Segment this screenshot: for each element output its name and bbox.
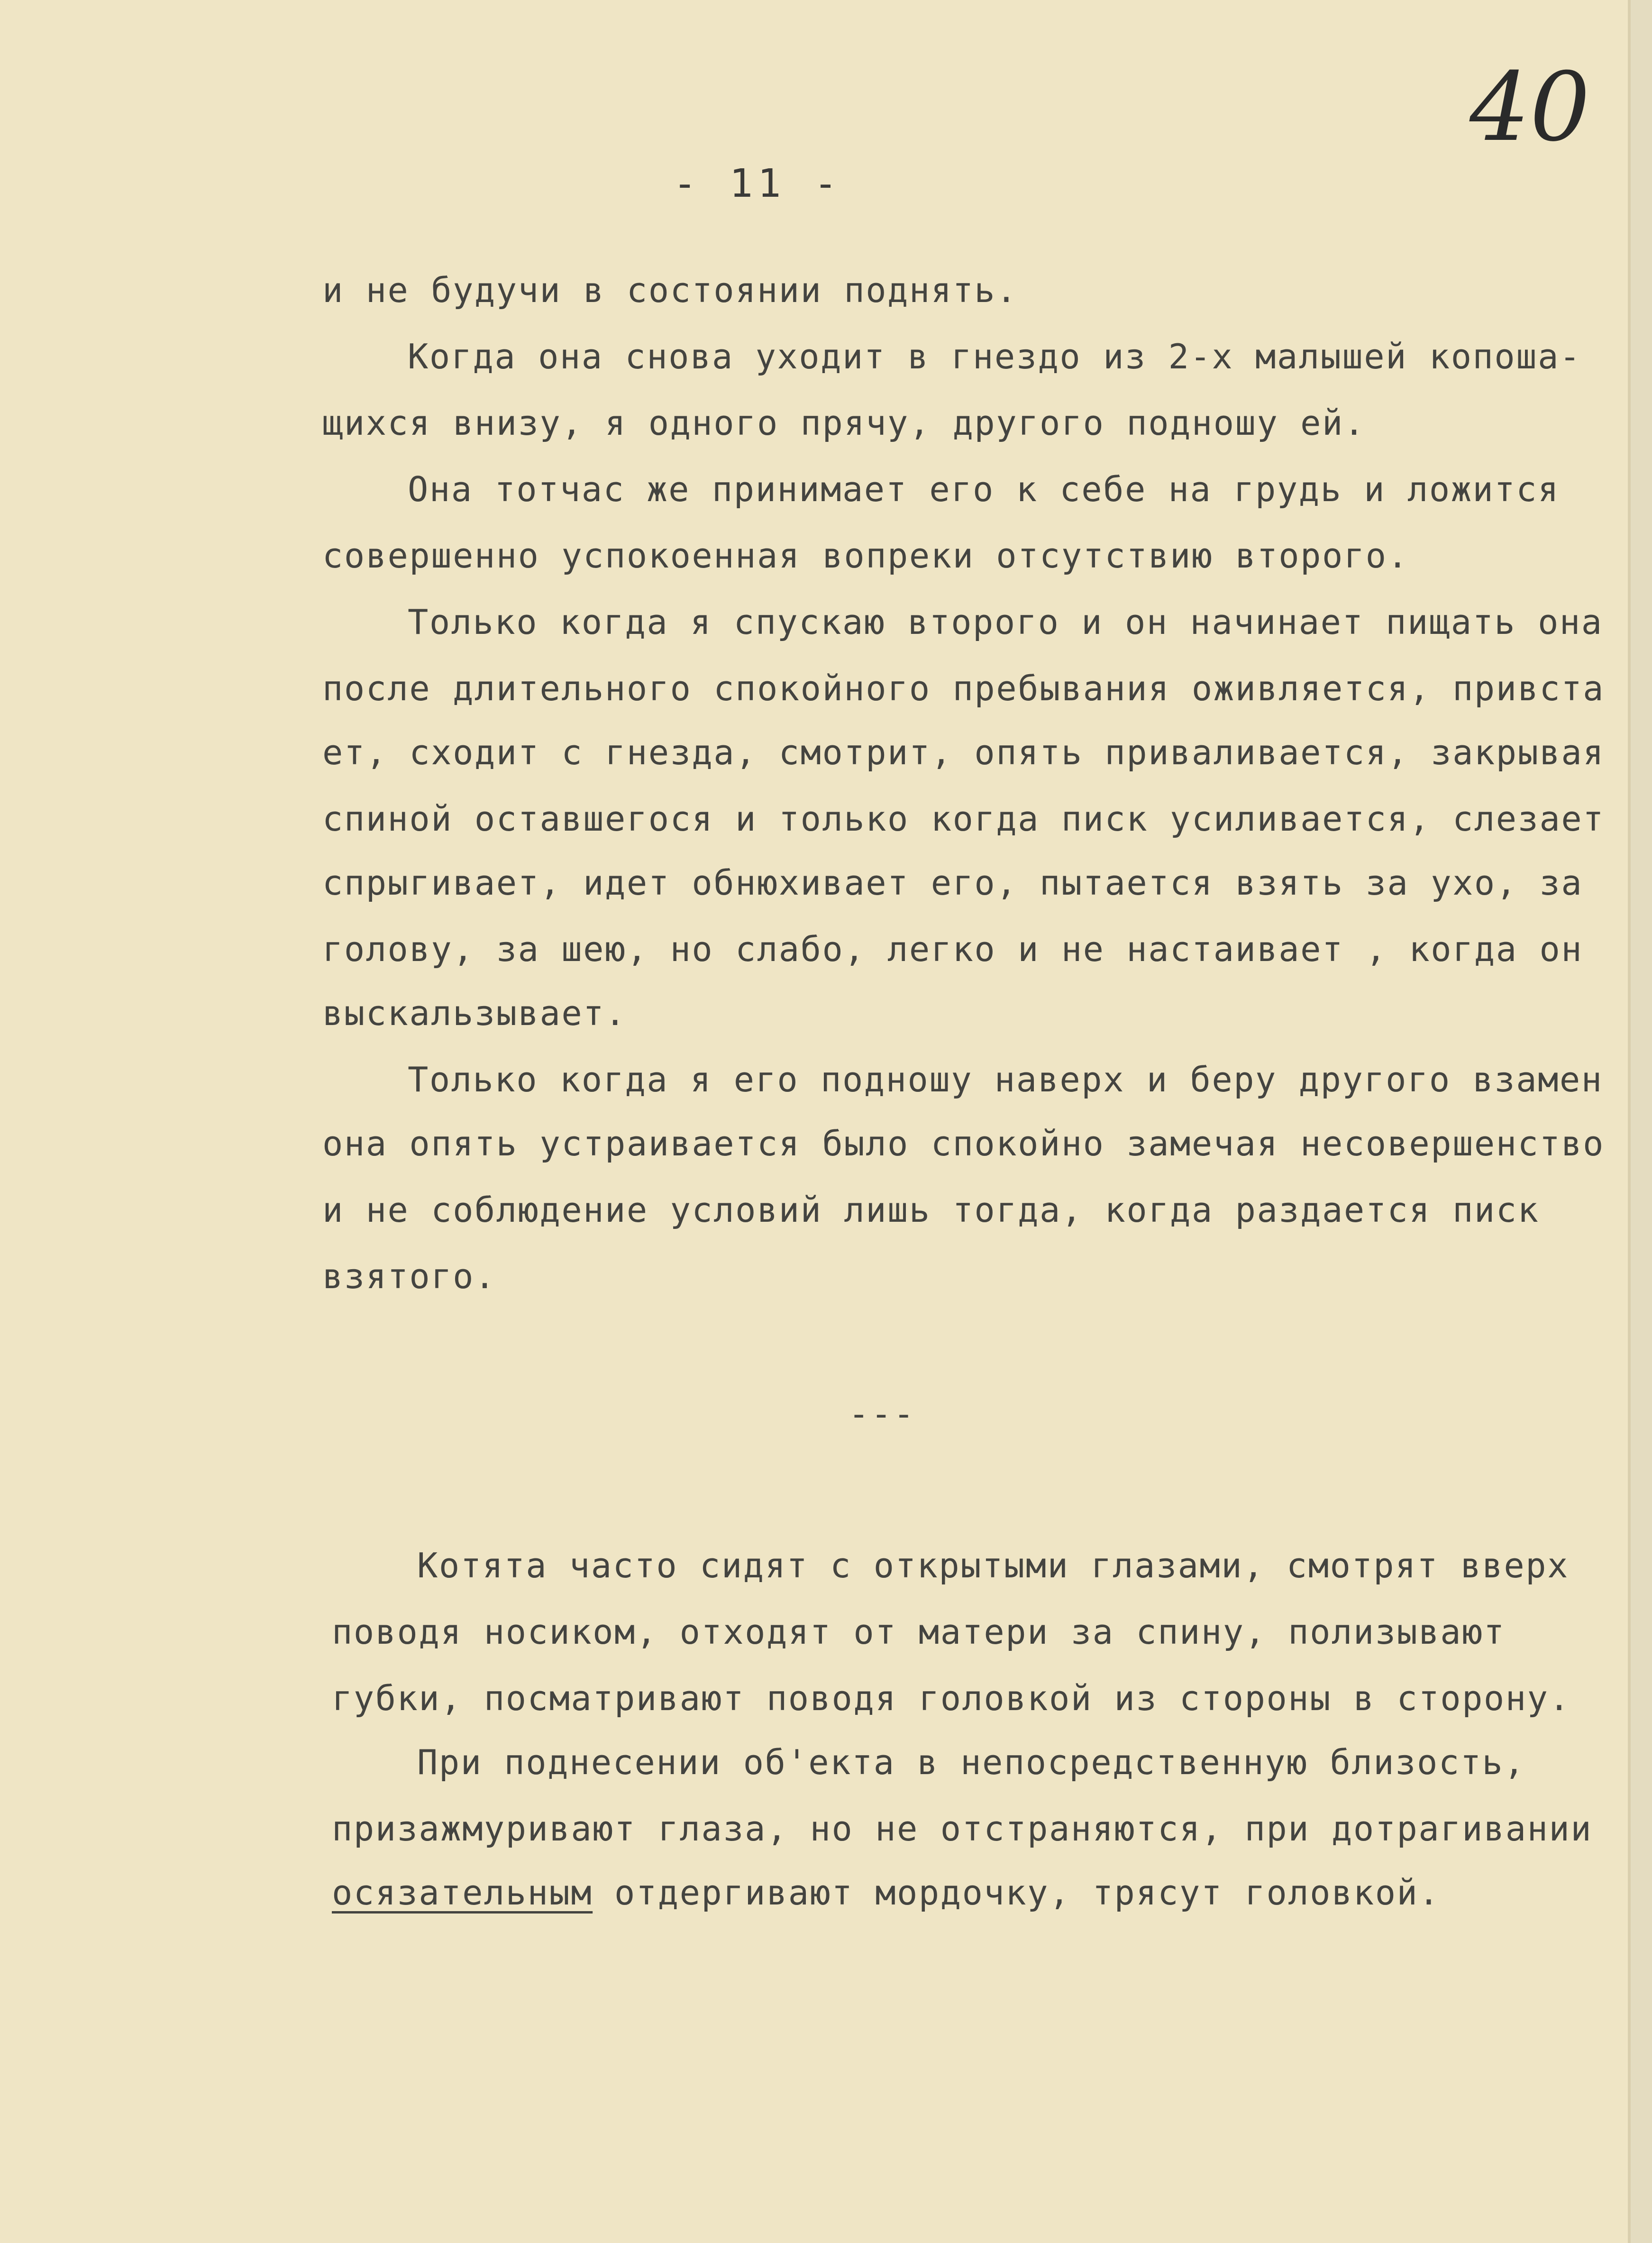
text-line: Когда она снова уходит в гнездо из 2-х малышей копоша- [408,337,1581,376]
text-line: и не соблюдение условий лишь тогда, когда раздается писк [322,1190,1540,1230]
section-separator: --- [849,1394,916,1434]
text-line: она опять устраивается было спокойно замечая несовершенство [322,1124,1605,1163]
page-number: - 11 - [673,161,842,206]
text-line: выскальзывает. [322,993,627,1033]
underlined-word: осязательным [332,1873,593,1913]
text-line: Она тотчас же принимает его к себе на грудь и ложится [408,469,1560,509]
text-line: спиной оставшегося и только когда писк усиливается, слезает [322,799,1605,839]
text-line: При поднесении об'екта в непосредственную близость, [417,1742,1526,1782]
text-line: призажмуривают глаза, но не отстраняются, при дотрагивании [332,1809,1593,1849]
text-line: ет, сходит с гнезда, смотрит, опять приваливается, закрывая [322,732,1605,772]
archive-number: 40 [1469,52,1590,163]
text-line: щихся внизу, я одного прячу, другого подношу ей. [322,403,1366,443]
text-line-final [332,1873,1440,1913]
text-line: поводя носиком, отходят от матери за спину, полизывают [332,1612,1506,1652]
text-line: совершенно успокоенная вопреки отсутствию второго. [322,536,1409,576]
text-line: Только когда я его подношу наверх и беру другого взамен [408,1060,1603,1099]
text-line: Котята часто сидят с открытыми глазами, смотрят вверх [417,1546,1569,1585]
page-edge [1631,0,1652,2243]
text-fragment: отдергивают мордочку, трясут головкой. [593,1873,1441,1913]
text-line: после длительного спокойного пребывания оживляется, привста [322,668,1605,708]
text-line: Только когда я спускаю второго и он начинает пищать она [408,602,1603,642]
text-line: взятого. [322,1256,496,1296]
text-line: спрыгивает, идет обнюхивает его, пытается взять за ухо, за [322,863,1583,903]
text-line: и не будучи в состоянии поднять. [322,270,1018,310]
text-line: голову, за шею, но слабо, легко и не настаивает , когда он [322,929,1583,969]
text-line: губки, посматривают поводя головкой из стороны в сторону. [332,1678,1571,1718]
